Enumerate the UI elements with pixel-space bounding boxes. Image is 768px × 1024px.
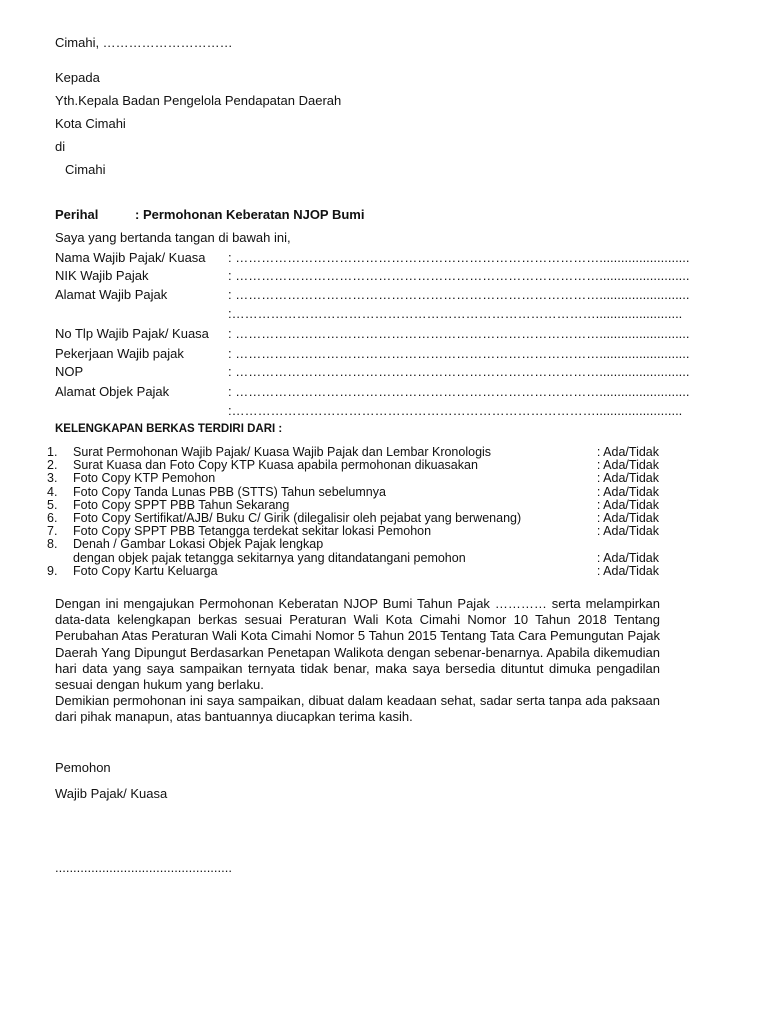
signature-label-wajib-pajak: Wajib Pajak/ Kuasa (55, 786, 168, 801)
list-item (47, 472, 659, 485)
subject-line (55, 207, 364, 222)
form-label: NOP (55, 364, 84, 379)
item-status: : Ada/Tidak (596, 510, 659, 525)
form-row-nik (55, 268, 690, 283)
form-row-alamat-wp (55, 287, 690, 302)
list-item (47, 486, 659, 499)
item-text: Foto Copy SPPT PBB Tetangga terdekat sekitar lokasi Pemohon (73, 524, 432, 539)
list-item (47, 552, 659, 565)
list-item (47, 499, 659, 512)
form-label: Nama Wajib Pajak/ Kuasa (55, 250, 206, 265)
addressee-di: di (55, 139, 66, 154)
item-status: : Ada/Tidak (596, 550, 659, 565)
addressee-city: Kota Cimahi (55, 116, 126, 131)
signature-line[interactable]: ................................................. (55, 860, 232, 875)
form-fill-continuation[interactable]: :…………………………………………………………………………........................ (228, 306, 683, 321)
item-number: 4. (47, 484, 58, 499)
item-status: : Ada/Tidak (596, 445, 659, 459)
place-date: Cimahi, ………………………… (55, 35, 233, 50)
item-text: Foto Copy Tanda Lunas PBB (STTS) Tahun sebelumnya (73, 484, 386, 499)
form-label: No Tlp Wajib Pajak/ Kuasa (55, 326, 209, 341)
form-fill-line[interactable]: : …………………………………………………………………………......................... (228, 364, 690, 379)
item-text: Surat Permohonan Wajib Pajak/ Kuasa Wajib Pajak dan Lembar Kronologis (73, 445, 492, 459)
requirements-title: KELENGKAPAN BERKAS TERDIRI DARI : (55, 423, 283, 435)
item-number: 7. (47, 524, 58, 539)
item-text: Foto Copy Kartu Keluarga (73, 563, 218, 578)
form-fill-continuation[interactable]: :…………………………………………………………………………........................ (228, 403, 683, 418)
form-fill-line[interactable]: : …………………………………………………………………………......................... (228, 287, 690, 302)
item-status: : Ada/Tidak (596, 497, 659, 512)
item-text: dengan objek pajak tetangga sekitarnya yang ditandatangani pemohon (73, 550, 466, 565)
form-row-nop (55, 364, 690, 379)
signature-label-pemohon: Pemohon (55, 760, 111, 775)
item-status: : Ada/Tidak (596, 524, 659, 539)
form-label: NIK Wajib Pajak (55, 268, 149, 283)
item-text: Foto Copy KTP Pemohon (73, 471, 216, 486)
statement-paragraph: Dengan ini mengajukan Permohonan Keberatan NJOP Bumi Tahun Pajak ………… serta melampirkan data-data kelengkapan berkas sesuai Peraturan Wali Kota Cimahi Nomor 10 Tahun 2018 Tentang Perubahan Atas Peraturan Wali Kota Cimahi Nomor 5 Tahun 2015 Tentang Tata Cara Pemungutan Pajak Daerah Yang Dipungut Berdasarkan Penetapan Walikota dengan sebenar-benarnya. Apabila dikemudian hari data yang saya sampaikan ternyata tidak benar, maka saya bersedia dituntut dimuka pengadilan sesuai dengan hukum yang berlaku. (55, 596, 660, 693)
requirements-list (47, 446, 659, 578)
item-number: 3. (47, 471, 58, 486)
intro-text: Saya yang bertanda tangan di bawah ini, (55, 230, 291, 245)
closing-paragraph: Demikian permohonan ini saya sampaikan, dibuat dalam keadaan sehat, sadar serta tanpa ada paksaan dari pihak manapun, atas bantuannya diucapkan terima kasih. (55, 693, 660, 725)
item-status: : Ada/Tidak (596, 471, 659, 486)
list-item (47, 538, 659, 551)
form-row-pekerjaan (55, 346, 690, 361)
item-number: 6. (47, 510, 58, 525)
form-fill-line[interactable]: : …………………………………………………………………………......................... (228, 384, 690, 399)
form-fill-line[interactable]: : …………………………………………………………………………......................... (228, 326, 690, 341)
addressee-kepada: Kepada (55, 70, 100, 85)
item-number: 5. (47, 497, 58, 512)
form-fill-line[interactable]: : …………………………………………………………………………......................... (228, 250, 690, 265)
addressee-recipient: Yth.Kepala Badan Pengelola Pendapatan Daerah (55, 93, 342, 108)
form-row-nama (55, 250, 690, 265)
item-status: : Ada/Tidak (596, 484, 659, 499)
item-text: Surat Kuasa dan Foto Copy KTP Kuasa apabila permohonan dikuasakan (73, 458, 478, 473)
form-label: Pekerjaan Wajib pajak (55, 346, 184, 361)
item-text: Denah / Gambar Lokasi Objek Pajak lengkap (73, 537, 324, 552)
form-fill-line[interactable]: : …………………………………………………………………………......................... (228, 346, 690, 361)
item-text: Foto Copy SPPT PBB Tahun Sekarang (73, 497, 290, 512)
item-status: : Ada/Tidak (596, 458, 659, 473)
form-row-alamat-op (55, 384, 690, 399)
item-number: 8. (47, 537, 58, 552)
form-fill-line[interactable]: : …………………………………………………………………………......................... (228, 268, 690, 283)
item-number: 1. (47, 445, 58, 459)
form-label: Alamat Objek Pajak (55, 384, 170, 399)
subject-label: Perihal (55, 207, 99, 222)
item-number: 9. (47, 563, 58, 578)
list-item (47, 565, 659, 578)
addressee-city2: Cimahi (65, 162, 106, 177)
item-number: 2. (47, 458, 58, 473)
form-row-tlp (55, 326, 690, 341)
subject-value: : Permohonan Keberatan NJOP Bumi (135, 207, 365, 222)
item-text: Foto Copy Sertifikat/AJB/ Buku C/ Girik (dilegalisir oleh pejabat yang berwenang) (73, 510, 522, 525)
form-label: Alamat Wajib Pajak (55, 287, 168, 302)
item-status: : Ada/Tidak (596, 563, 659, 578)
